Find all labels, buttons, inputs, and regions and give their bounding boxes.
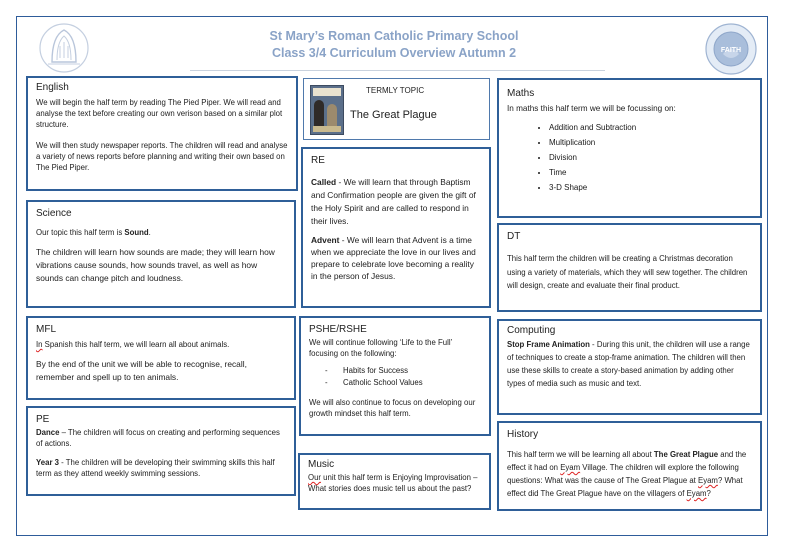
computing-box	[497, 319, 762, 415]
pe-title: PE	[36, 414, 50, 425]
english-paragraph-1: We will begin the half term by reading The Pied Piper. We will read and analyse the text before creating our own verison based on a similar plot structure.	[36, 98, 283, 129]
music-text: Our unit this half term is Enjoying Improvisation – What stories does music tell us about the past?	[308, 473, 478, 493]
mfl-title: MFL	[36, 324, 56, 335]
maths-topic: • Addition and Subtraction	[549, 120, 752, 135]
re-box	[301, 147, 491, 308]
topic-name: The Great Plague	[350, 109, 437, 121]
pshe-item: - Habits for Success	[325, 365, 481, 377]
computing-title: Computing	[507, 325, 556, 336]
pshe-intro: We will continue following ‘Life to the Full’ focusing on the following:	[309, 338, 453, 358]
pshe-list	[309, 365, 481, 389]
history-box	[497, 421, 762, 511]
pshe-outro: We will also continue to focus on developing our growth mindset this half term.	[309, 398, 476, 418]
header-divider	[190, 70, 605, 71]
pe-dance: Dance – The children will focus on creating and performing sequences of actions.	[36, 428, 280, 448]
science-box	[26, 200, 296, 308]
maths-title: Maths	[507, 88, 535, 99]
history-title: History	[507, 429, 539, 440]
science-paragraph-1: Our topic this half term is Sound.	[36, 228, 151, 237]
maths-topic-list	[507, 120, 752, 195]
overview-title: Class 3/4 Curriculum Overview Autumn 2	[271, 46, 517, 60]
termly-topic-box	[303, 78, 490, 140]
maths-intro: In maths this half term we will be focussing on:	[507, 104, 676, 113]
topic-label: TERMLY TOPIC	[366, 86, 425, 95]
maths-topic: • 3-D Shape	[549, 180, 752, 195]
re-called: Called - We will learn that through Baptism and Confirmation people are given the gift of the Holy Spirit and are called to respond in their lives.	[311, 177, 476, 226]
pshe-box	[299, 316, 491, 436]
music-box	[298, 453, 491, 510]
english-box	[26, 76, 298, 191]
music-title: Music	[308, 459, 335, 470]
mfl-paragraph-2: By the end of the unit we will be able to recognise, recall, remember and spell up to ten animals.	[36, 359, 247, 382]
dt-box	[497, 223, 762, 312]
pe-box	[26, 406, 296, 496]
re-title: RE	[311, 155, 325, 166]
maths-topic: • Time	[549, 165, 752, 180]
english-title: English	[36, 82, 69, 93]
topic-book-cover	[310, 85, 344, 135]
computing-text: Stop Frame Animation - During this unit, the children will use a range of techniques to create a stop-frame animation. The children will then use these skills to create a story-based animation by adding other types of media such as music and text.	[507, 340, 750, 388]
school-name: St Mary’s Roman Catholic Primary School	[269, 29, 519, 43]
pshe-item: - Catholic School Values	[325, 377, 481, 389]
maths-topic: • Multiplication	[549, 135, 752, 150]
dt-text: This half term the children will be creating a Christmas decoration using a variety of materials, which they will sew together. The children will design, create and evaluate their final product.	[507, 254, 748, 290]
school-badge-right	[704, 22, 758, 76]
science-title: Science	[36, 208, 72, 219]
history-text: This half term we will be learning all about The Great Plague and the effect it had on Eyam Village. The children will explore the following questions: What was the cause of The Great Plague at Eyam? What effect did The Great Plague have on the villagers of Eyam?	[507, 450, 747, 498]
pshe-title: PSHE/RSHE	[309, 324, 367, 335]
english-paragraph-2: We will then study newspaper reports. The children will read and analyse a variety of news reports before planning and writing their own based on The Pied Piper.	[36, 141, 288, 172]
badge-text: FAITH	[720, 47, 742, 54]
mfl-box	[26, 316, 296, 400]
mfl-paragraph-1: In Spanish this half term, we will learn all about animals.	[36, 340, 230, 349]
maths-box	[497, 78, 762, 218]
maths-topic: • Division	[549, 150, 752, 165]
page-header	[0, 28, 788, 62]
science-topic-sound: Sound	[124, 228, 149, 237]
science-paragraph-2: The children will learn how sounds are made; they will learn how vibrations cause sounds, how sounds travel, as well as how sounds can change pitch and loudness.	[36, 247, 275, 283]
re-advent: Advent - We will learn that Advent is a time when we appreciate the love in our lives and prepare to celebrate love becoming a reality in the person of Jesus.	[311, 235, 476, 281]
dt-title: DT	[507, 231, 521, 242]
pe-year3: Year 3 - The children will be developing their swimming skills this half term as they attend weekly swimming sessions.	[36, 458, 275, 478]
